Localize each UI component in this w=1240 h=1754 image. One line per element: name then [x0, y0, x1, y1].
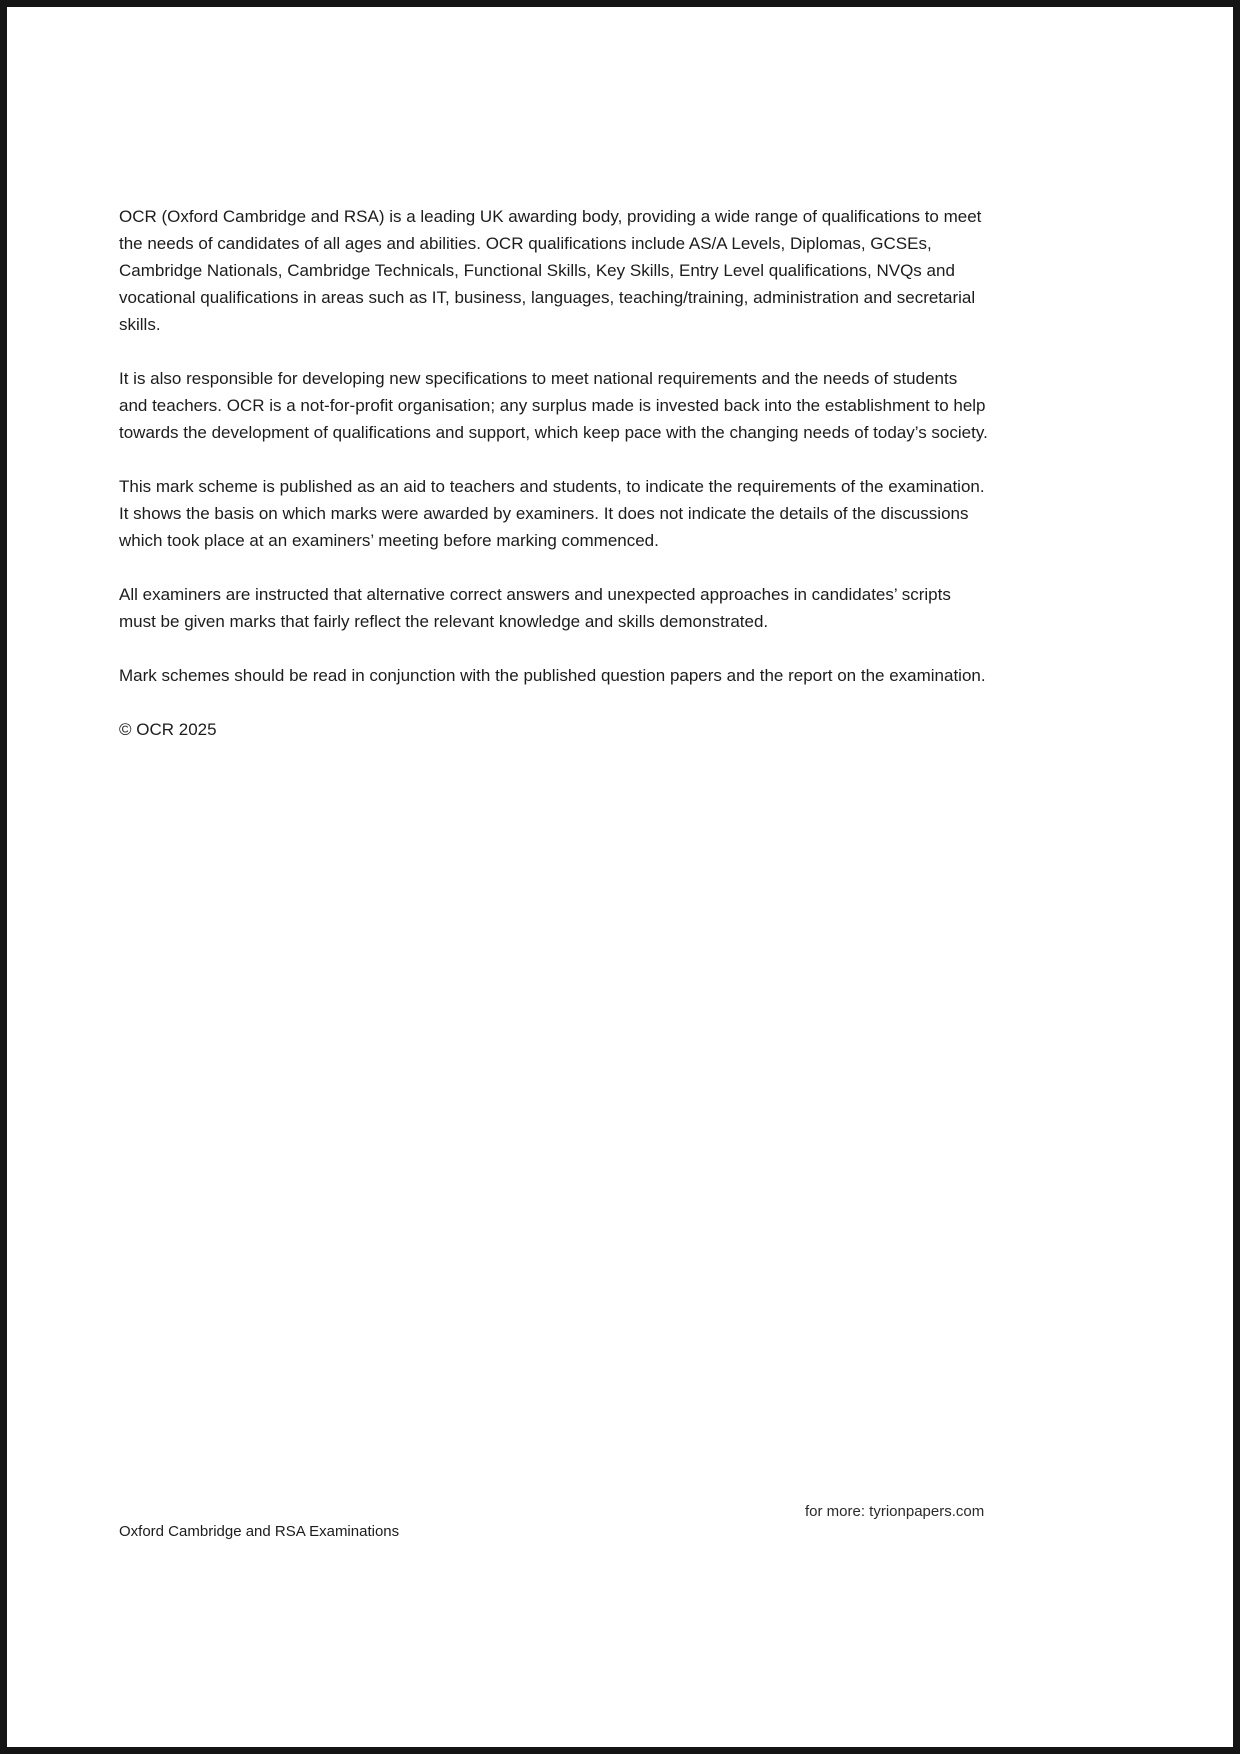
paragraph-ocr-responsibility: It is also responsible for developing new specifications to meet national requirements and the needs of students and teachers. OCR is a not-for-profit organisation; any surplus made is invested back into the establishment to help towards the development of qualifications and support, which keep pace with the changing needs of today’s society.	[119, 369, 988, 442]
paragraph-ocr-intro: OCR (Oxford Cambridge and RSA) is a leading UK awarding body, providing a wide range of qualifications to meet the needs of candidates of all ages and abilities. OCR qualifications include AS/A Levels, Diplomas, GCSEs, Cambridge Nationals, Cambridge Technicals, Functional Skills, Key Skills, Entry Level qualifications, NVQs and vocational qualifications in areas such as IT, business, languages, teaching/training, administration and secretarial skills.	[119, 207, 982, 334]
paragraph-examiner-instruction: All examiners are instructed that alternative correct answers and unexpected approaches in candidates’ scripts must be given marks that fairly reflect the relevant knowledge and skills demonstrated.	[119, 585, 951, 631]
footer-source-note: for more: tyrionpapers.com	[805, 1503, 985, 1520]
paragraph-read-in-conjunction: Mark schemes should be read in conjunction with the published question papers and the report on the examination.	[119, 666, 986, 685]
copyright-line: © OCR 2025	[119, 720, 217, 739]
paragraph-mark-scheme-purpose: This mark scheme is published as an aid to teachers and students, to indicate the requirements of the examination. It shows the basis on which marks were awarded by examiners. It does not indicate the details of the discussions which took place at an examiners’ meeting before marking commenced.	[119, 477, 985, 550]
footer-organisation: Oxford Cambridge and RSA Examinations	[119, 1523, 400, 1540]
document-body	[119, 203, 989, 770]
